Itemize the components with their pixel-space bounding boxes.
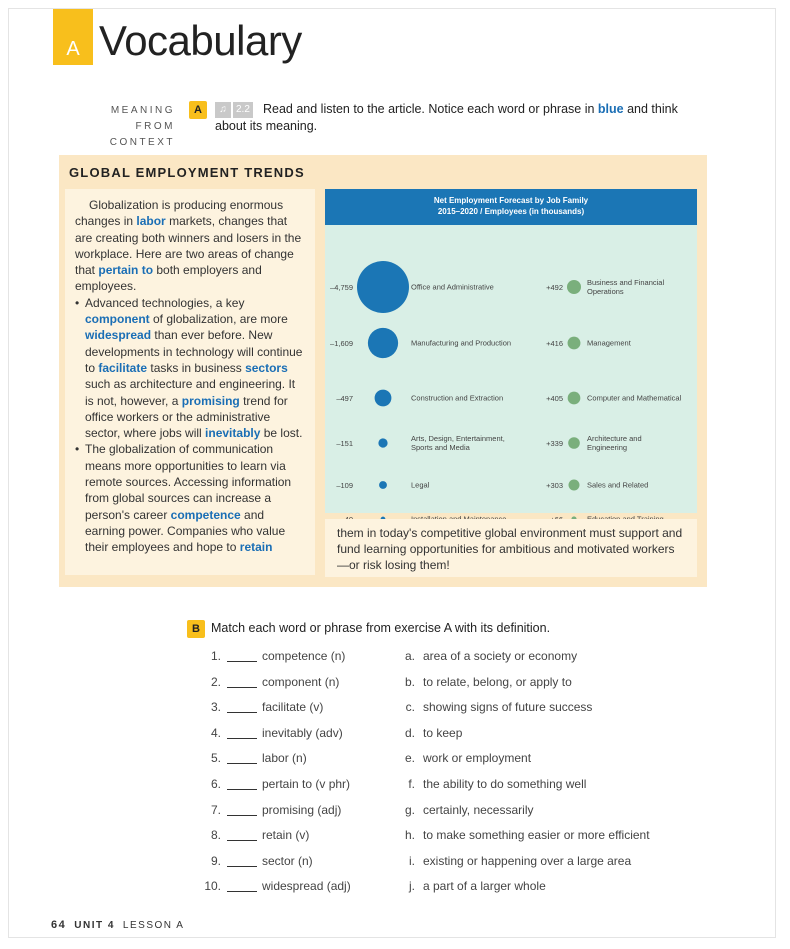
growth-value-label: +492 — [546, 283, 563, 292]
item-number: 1. — [210, 649, 221, 663]
meaning-from-context-label: MEANING FROM CONTEXT — [109, 105, 175, 148]
headphones-icon[interactable]: ♫ — [215, 102, 231, 118]
item-number: 6. — [210, 777, 221, 791]
definition-letter: d. — [404, 725, 415, 740]
exercise-b-instruction: Match each word or phrase from exercise A with its definition. — [211, 621, 551, 635]
answer-blank[interactable] — [227, 763, 257, 764]
decline-bubble — [368, 328, 398, 358]
definition-letter: c. — [405, 700, 415, 715]
definition-text: to make something easier or more efficient — [423, 828, 650, 843]
growth-value-label: +405 — [546, 394, 563, 403]
exercise-a-instruction — [215, 101, 705, 135]
definition-letter: g. — [404, 802, 415, 817]
decline-category-label: Legal — [411, 480, 430, 490]
audio-track[interactable] — [215, 102, 253, 118]
keyword-competence: competence — [170, 507, 241, 522]
chart-subtitle: 2015–2020 / Employees (in thousands) — [437, 207, 585, 216]
article-tail: them in today's competitive global environment must support and fund learning opportunities for ambitious and motivated workers—or risk losing them! — [325, 519, 697, 577]
growth-category-label: Architecture and Engineering — [587, 434, 642, 452]
vocab-word: widespread (adj) — [262, 879, 351, 894]
bullet-communication: • The globalization of communication means more opportunities to learn via remote sources. Accessing information from global sources can increase a person's career competence and earning power. Companies who value their employees and hope to retain — [75, 441, 307, 555]
decline-value-label: –109 — [336, 481, 353, 490]
section-letter-tab: A — [53, 9, 93, 65]
unit-label: UNIT 4 — [74, 920, 115, 931]
vocab-word: competence (n) — [262, 649, 346, 663]
growth-category-label: Computer and Mathematical — [587, 393, 682, 403]
definition-text: area of a society or economy — [423, 649, 578, 663]
chart-plot — [325, 225, 697, 513]
definition-text: certainly, necessarily — [423, 802, 534, 817]
lesson-label: LESSON A — [122, 920, 185, 931]
vocab-word: retain (v) — [262, 828, 310, 843]
definition-letter: a. — [404, 649, 415, 663]
growth-value-label: +339 — [546, 439, 563, 448]
keyword-facilitate: facilitate — [98, 360, 148, 375]
article-intro-paragraph: Globalization is producing enormous changes in labor markets, changes that are creating both winners and losers in the workplace. Here are two areas of change that pertain to both employers and employees. — [75, 198, 302, 294]
decline-value-label: –497 — [336, 394, 353, 403]
keyword-widespread: widespread — [85, 328, 152, 343]
decline-category-label: Arts, Design, Entertainment, Sports and Media — [411, 434, 505, 452]
chart-title: Net Employment Forecast by Job Family — [433, 196, 589, 205]
item-number: 7. — [210, 802, 221, 817]
decline-bubble — [357, 261, 409, 313]
definition-text: the ability to do something well — [423, 777, 587, 791]
growth-bubble — [569, 480, 580, 491]
decline-category-label: Manufacturing and Production — [411, 338, 512, 348]
keyword-inevitably: inevitably — [205, 426, 261, 441]
decline-value-label: –151 — [336, 439, 353, 448]
keyword-promising: promising — [181, 393, 240, 408]
article-panel — [59, 155, 707, 587]
growth-bubble — [568, 392, 581, 405]
definition-letter: b. — [404, 674, 415, 689]
definition-letter: j. — [409, 879, 415, 894]
decline-category-label: Office and Administrative — [411, 282, 494, 292]
vocab-word: component (n) — [262, 674, 340, 689]
track-number: 2.2 — [233, 102, 253, 118]
decline-bubble — [379, 481, 387, 489]
keyword-sectors: sectors — [245, 360, 288, 375]
page-number: 64 — [51, 919, 67, 931]
textbook-page — [8, 8, 776, 938]
decline-value-label: –4,759 — [330, 283, 353, 292]
match-row — [199, 854, 719, 874]
answer-blank[interactable] — [227, 738, 257, 739]
answer-blank[interactable] — [227, 712, 257, 713]
article-body — [65, 189, 315, 575]
definition-letter: i. — [409, 853, 415, 868]
vocab-word: labor (n) — [262, 751, 307, 766]
growth-value-label: +303 — [546, 481, 563, 490]
instruction-text-post: and think about its meaning. — [215, 102, 678, 133]
article-bullets — [75, 295, 307, 556]
growth-category-label: Sales and Related — [587, 480, 649, 490]
vocab-word: facilitate (v) — [262, 700, 324, 715]
match-row — [199, 879, 719, 899]
definition-text: to keep — [423, 725, 463, 740]
instruction-text-pre: Read and listen to the article. Notice each word or phrase in — [263, 102, 598, 116]
keyword-labor: labor — [136, 214, 166, 229]
match-row — [199, 751, 719, 771]
definition-text: existing or happening over a large area — [423, 853, 632, 868]
growth-category-label: Management — [587, 338, 631, 348]
employment-forecast-chart — [325, 189, 697, 513]
decline-value-label: –1,609 — [330, 339, 353, 348]
match-row — [199, 649, 719, 669]
growth-bubble — [567, 280, 581, 294]
vocab-word: inevitably (adv) — [262, 725, 343, 740]
item-number: 9. — [210, 853, 221, 868]
item-number: 10. — [204, 879, 221, 894]
keyword-component: component — [85, 312, 150, 327]
answer-blank[interactable] — [227, 840, 257, 841]
match-row — [199, 700, 719, 720]
match-row — [199, 828, 719, 848]
vocab-word: pertain to (v phr) — [262, 777, 351, 791]
definition-text: showing signs of future success — [423, 700, 593, 715]
answer-blank[interactable] — [227, 661, 257, 662]
answer-blank[interactable] — [227, 866, 257, 867]
definition-text: a part of a larger whole — [423, 879, 546, 894]
item-number: 3. — [210, 700, 221, 715]
definition-text: to relate, belong, or apply to — [423, 674, 572, 689]
definition-text: work or employment — [423, 751, 532, 766]
growth-bubble — [568, 437, 580, 449]
item-number: 5. — [210, 751, 221, 766]
item-number: 4. — [210, 725, 221, 740]
keyword-retain: retain — [239, 540, 273, 555]
answer-blank[interactable] — [227, 891, 257, 892]
decline-bubble — [378, 438, 387, 447]
instruction-blue-word: blue — [597, 102, 624, 116]
vocab-word: promising (adj) — [262, 802, 342, 817]
definition-letter: e. — [404, 751, 415, 766]
answer-blank[interactable] — [227, 687, 257, 688]
page-footer — [51, 919, 184, 931]
growth-bubble — [568, 337, 581, 350]
growth-category-label: Business and Financial Operations — [587, 278, 665, 296]
chart-header — [325, 189, 697, 225]
match-row — [199, 726, 719, 746]
answer-blank[interactable] — [227, 815, 257, 816]
page-title: Vocabulary — [99, 17, 302, 64]
decline-bubble — [375, 390, 392, 407]
definition-letter: f. — [408, 777, 415, 791]
answer-blank[interactable] — [227, 789, 257, 790]
exercise-a-badge: A — [189, 101, 207, 119]
item-number: 8. — [210, 828, 221, 843]
growth-value-label: +416 — [546, 339, 563, 348]
exercise-b-badge: B — [187, 620, 205, 638]
item-number: 2. — [210, 674, 221, 689]
bullet-technology: • Advanced technologies, a key component of globalization, are more widespread than ever before. New developments in technology will continue to facilitate tasks in business sectors such as architecture and engineering. It is not, however, a promising trend for office workers or the administrative sector, where jobs will inevitably be lost. — [75, 295, 307, 442]
definition-letter: h. — [404, 828, 415, 843]
decline-category-label: Construction and Extraction — [411, 393, 504, 403]
keyword-pertain-to: pertain to — [98, 263, 154, 278]
vocab-word: sector (n) — [262, 853, 313, 868]
article-title: GLOBAL EMPLOYMENT TRENDS — [69, 165, 305, 180]
match-row — [199, 777, 719, 797]
match-row — [199, 675, 719, 695]
match-row — [199, 803, 719, 823]
